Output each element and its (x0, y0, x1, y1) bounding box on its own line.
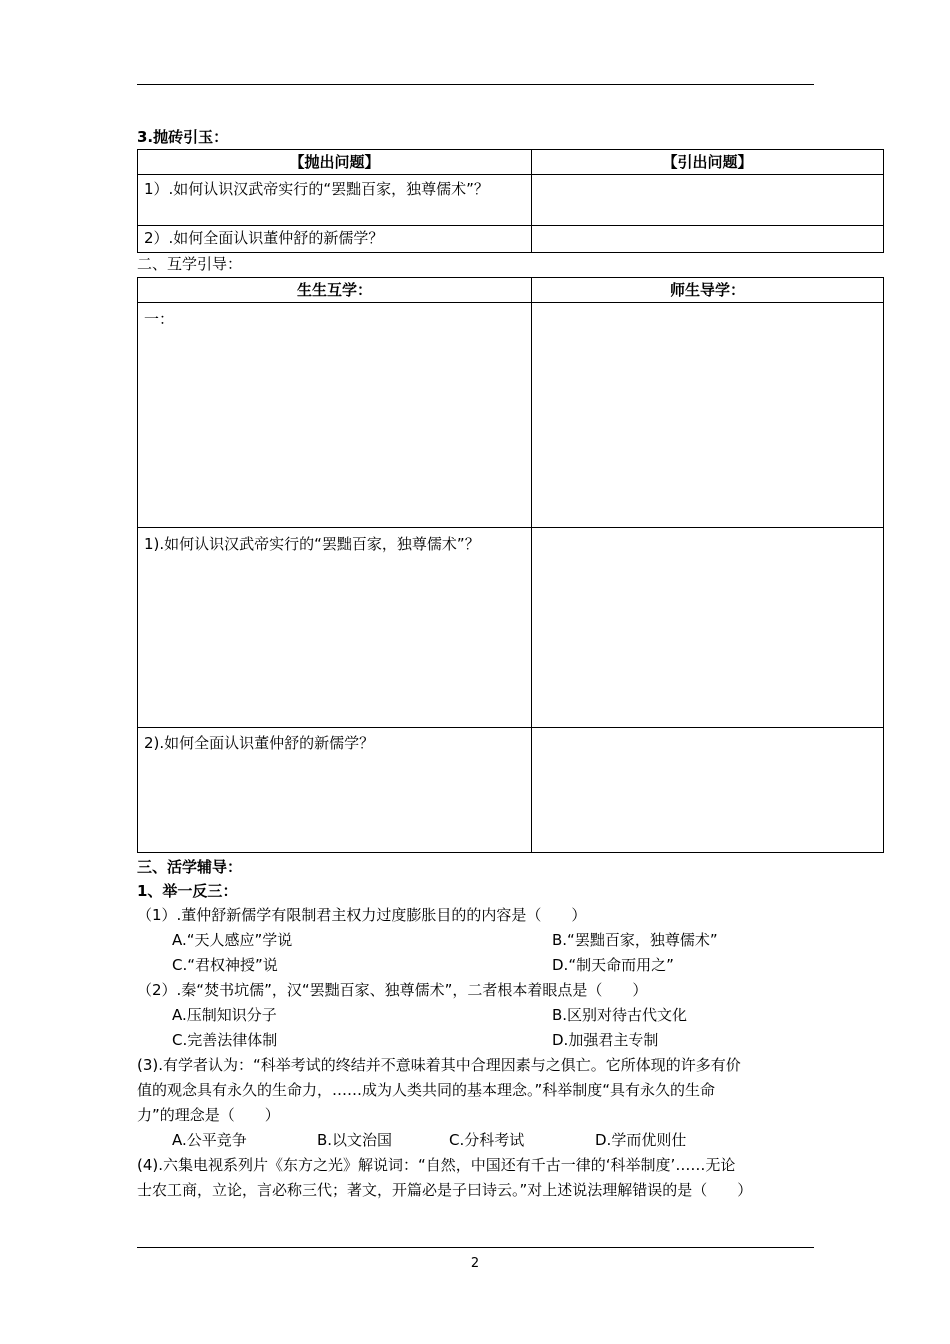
q2-option-b: B.区别对待古代文化 (552, 1006, 688, 1024)
header-rule (137, 84, 814, 85)
q1-option-d: D.“制天命而用之” (552, 956, 674, 974)
q2-stem: （2）.秦“焚书坑儒”，汉“罢黜百家、独尊儒术”，二者根本着眼点是（ ） (137, 981, 648, 999)
table1-row1-right (532, 175, 884, 226)
q1-option-a: A.“天人感应”学说 (172, 931, 293, 949)
q3-option-d: D.学而优则仕 (595, 1131, 687, 1149)
question-table (137, 149, 884, 253)
q2-option-d: D.加强君主专制 (552, 1031, 659, 1049)
table1-row1-left: 1）.如何认识汉武帝实行的“罢黜百家，独尊儒术”？ (138, 175, 532, 226)
q1-option-b: B.“罢黜百家，独尊儒术” (552, 931, 718, 949)
q3-stem-line3: 力”的理念是（ ） (137, 1106, 280, 1124)
table1-header-right: 【引出问题】 (532, 150, 884, 175)
q4-stem-line1: (4).六集电视系列片《东方之光》解说词：“自然，中国还有千古一律的‘科举制度’……无论 (137, 1156, 736, 1174)
section-two-title: 二、互学引导： (137, 255, 243, 273)
table1-header-left: 【抛出问题】 (138, 150, 532, 175)
table2-row3-left: 2).如何全面认识董仲舒的新儒学？ (138, 728, 532, 853)
table2-row1-right (532, 303, 884, 528)
page-number: 2 (470, 1256, 480, 1271)
q2-option-a: A.压制知识分子 (172, 1006, 277, 1024)
q2-option-c: C.完善法律体制 (172, 1031, 278, 1049)
table2-row3-right (532, 728, 884, 853)
q3-option-b: B.以文治国 (317, 1131, 393, 1149)
table2-header-right: 师生导学： (532, 278, 884, 303)
table1-row2-left: 2）.如何全面认识董仲舒的新儒学？ (138, 226, 532, 253)
table2-row1-left: 一： (138, 303, 532, 528)
table2-row2-right (532, 528, 884, 728)
section-three-title: 三、活学辅导： (137, 858, 243, 876)
q4-stem-line2: 士农工商，立论，言必称三代；著文，开篇必是子曰诗云。”对上述说法理解错误的是（ ） (137, 1181, 753, 1199)
q3-stem-line2: 值的观念具有永久的生命力，……成为人类共同的基本理念。”科举制度“具有永久的生命 (137, 1081, 716, 1099)
table2-row2-left: 1).如何认识汉武帝实行的“罢黜百家，独尊儒术”？ (138, 528, 532, 728)
q3-option-c: C.分科考试 (449, 1131, 525, 1149)
table2-header-left: 生生互学： (138, 278, 532, 303)
section3-title: 3.抛砖引玉： (137, 128, 229, 146)
q1-option-c: C.“君权神授”说 (172, 956, 278, 974)
q3-stem-line1: (3).有学者认为：“科举考试的终结并不意味着其中合理因素与之俱亡。它所体现的许多有价 (137, 1056, 741, 1074)
q1-stem: （1）.董仲舒新儒学有限制君主权力过度膨胀目的的内容是（ ） (137, 906, 587, 924)
q3-option-a: A.公平竞争 (172, 1131, 247, 1149)
sub1-title: 1、举一反三： (137, 882, 238, 900)
guidance-table (137, 277, 884, 853)
table1-row2-right (532, 226, 884, 253)
footer-rule (137, 1247, 814, 1248)
